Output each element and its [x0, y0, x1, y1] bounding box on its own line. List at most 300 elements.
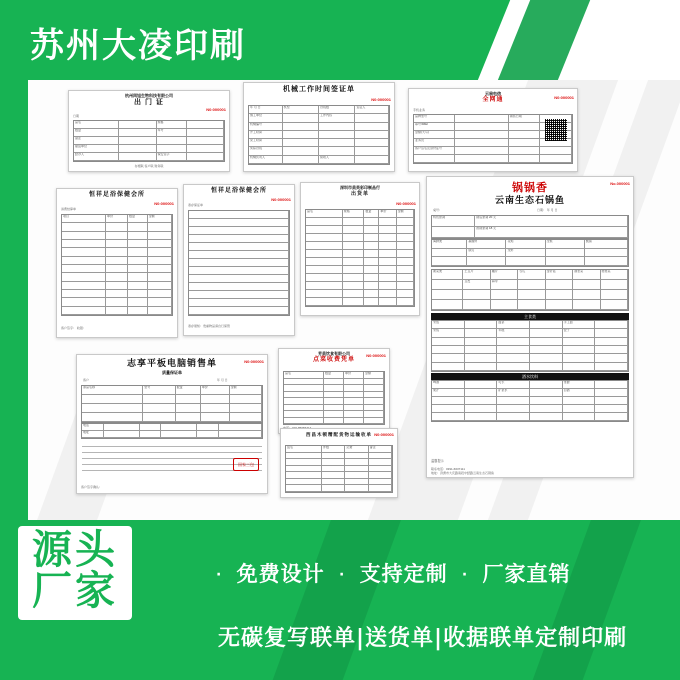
cell	[106, 307, 128, 315]
cell	[601, 280, 628, 290]
cell	[106, 298, 128, 306]
cell: 娃娃菜	[601, 270, 628, 280]
cell: 销售日期	[509, 115, 541, 123]
cell	[518, 280, 545, 290]
cell	[128, 265, 148, 273]
cell	[540, 155, 572, 163]
cell	[344, 418, 364, 425]
cell	[364, 250, 379, 258]
cell	[128, 240, 148, 248]
cell: 地址	[82, 431, 104, 438]
cell: 素菜类	[432, 270, 463, 280]
cell	[148, 282, 172, 290]
menu-section-veg	[431, 269, 629, 311]
cell	[465, 397, 498, 405]
cell: 备注	[369, 446, 392, 453]
cell	[306, 274, 343, 282]
cell: 商品名称	[82, 386, 143, 395]
cell	[128, 290, 148, 298]
cell	[119, 129, 157, 137]
cell	[187, 137, 225, 145]
doc-serial: N0:000001	[396, 201, 416, 206]
cell	[595, 346, 628, 354]
cell	[230, 413, 262, 422]
cell	[143, 404, 175, 413]
cell	[530, 329, 563, 337]
cell	[219, 431, 262, 438]
cell	[573, 300, 600, 310]
doc-header	[184, 185, 294, 196]
bullet-icon: ·	[461, 567, 469, 583]
brand-title: 苏州大凌印刷	[30, 26, 246, 66]
cell	[319, 123, 355, 131]
cell	[322, 479, 345, 486]
cell	[283, 123, 319, 131]
cell	[128, 307, 148, 315]
cell	[509, 131, 541, 139]
doc-company: 深圳市美英彩印制品行	[340, 185, 380, 190]
doc-machine-worktime[interactable]	[243, 82, 395, 172]
cell: 串号/IMEI	[414, 123, 455, 131]
cell	[283, 156, 319, 164]
cell	[379, 290, 396, 298]
doc-header	[427, 177, 633, 207]
cell	[345, 485, 368, 492]
qr-code-icon	[545, 119, 567, 141]
cell	[197, 431, 219, 438]
cell	[465, 381, 498, 389]
doc-fangmei-caipiao[interactable]	[278, 348, 390, 434]
cell: 果汁	[432, 389, 465, 397]
menu-section-combo	[431, 215, 629, 239]
cell: 签证人	[355, 106, 389, 114]
cell: 电话	[82, 424, 104, 431]
cell: 香锅套餐 18 元	[475, 227, 628, 238]
cell	[189, 227, 289, 235]
cell	[286, 479, 322, 486]
cell	[573, 280, 600, 290]
cell	[62, 307, 106, 315]
doc-title: 出 门 证	[134, 99, 164, 106]
doc-title: 出货单	[350, 191, 369, 197]
cell	[601, 300, 628, 310]
cell	[563, 413, 596, 421]
cell: 台班数	[319, 106, 355, 114]
cell: 金额(大写)	[414, 131, 455, 139]
cell	[306, 234, 343, 242]
warranty-badge: 国家三包	[233, 458, 259, 471]
cell	[189, 283, 289, 291]
doc-serial: N0:000001	[271, 197, 291, 202]
cell	[82, 413, 143, 422]
cell	[364, 226, 379, 234]
cell	[219, 424, 262, 431]
cell	[187, 121, 225, 129]
cell	[343, 258, 365, 266]
cell	[432, 346, 465, 354]
doc-serial: N0:000001	[206, 107, 226, 112]
cell	[432, 338, 465, 346]
cell	[397, 266, 414, 274]
cell	[148, 257, 172, 265]
cell	[62, 257, 106, 265]
cell	[189, 259, 289, 267]
cell	[106, 290, 128, 298]
doc-serial: No.000001	[610, 181, 630, 186]
cell	[283, 131, 319, 139]
cell	[189, 299, 289, 307]
doc-shenzhen-chuhuodan[interactable]	[300, 182, 420, 316]
cell	[518, 290, 545, 300]
cell	[343, 218, 365, 226]
cell: 面条	[497, 321, 530, 329]
cell	[546, 249, 585, 258]
doc-header	[301, 183, 419, 197]
doc-serial: N0:000001	[371, 97, 391, 102]
cell	[595, 329, 628, 337]
cell: 规格	[157, 121, 187, 129]
doc-footer: 寄存须知：贵重物品请自行保管	[188, 324, 231, 329]
doc-guoguoxiang-menu[interactable]	[426, 176, 634, 478]
cell	[455, 147, 509, 155]
doc-grid-contact	[81, 423, 263, 439]
doc-title: 机械工作时间签证单	[283, 86, 355, 93]
cell	[62, 265, 106, 273]
cell: 藕片	[491, 270, 518, 280]
cell: 饺子	[563, 329, 596, 337]
cell	[563, 405, 596, 413]
cell: 品名	[284, 372, 324, 379]
cell	[189, 243, 289, 251]
cell	[463, 290, 490, 300]
cell: 实际台班	[249, 147, 283, 155]
cell	[397, 298, 414, 306]
doc-grid	[73, 120, 225, 162]
cell	[463, 300, 490, 310]
cell	[355, 139, 389, 147]
cell	[432, 363, 465, 371]
cell	[364, 234, 379, 242]
doc-zhixiang-tablet[interactable]	[76, 354, 268, 494]
doc-title: 西昌木顿精配货物运输收单	[306, 432, 372, 437]
cell	[62, 232, 106, 240]
cell	[563, 363, 596, 371]
source-factory-badge	[18, 526, 132, 620]
bottom-diagonal-2	[518, 520, 652, 680]
cell	[128, 248, 148, 256]
cell	[397, 258, 414, 266]
cell	[189, 251, 289, 259]
doc-footer: 存根联 客户联 财务联	[134, 164, 164, 169]
cell	[595, 363, 628, 371]
cell	[467, 257, 506, 266]
feature-item-1: 支持定制	[359, 562, 448, 586]
cell	[343, 266, 365, 274]
cell: 验收人	[319, 156, 355, 164]
cell	[364, 298, 379, 306]
cell	[176, 413, 201, 422]
cell	[497, 413, 530, 421]
cell	[82, 395, 143, 404]
cell	[432, 413, 465, 421]
cell	[364, 282, 379, 290]
cell	[509, 123, 541, 131]
cell	[148, 248, 172, 256]
menu-table-no: 桌号：	[433, 208, 443, 212]
cell	[157, 145, 187, 153]
cell	[601, 290, 628, 300]
cell	[455, 139, 509, 147]
doc-chumenzheng[interactable]	[68, 90, 230, 172]
cell	[455, 115, 509, 123]
cell	[189, 267, 289, 275]
cell	[283, 114, 319, 122]
cell	[432, 249, 467, 258]
cell	[497, 397, 530, 405]
cell	[397, 242, 414, 250]
cell	[143, 413, 175, 422]
cell: 生蚝	[546, 240, 585, 249]
doc-hengxiang-settlement[interactable]	[56, 188, 178, 338]
doc-company: 芳美饮食有限公司	[318, 351, 350, 356]
cell	[345, 466, 368, 473]
cell	[563, 338, 596, 346]
cell	[379, 298, 396, 306]
cell	[201, 404, 230, 413]
menu-section-staple-header: 主食类	[431, 313, 629, 320]
cell	[379, 242, 396, 250]
field-date: 年 月 日	[217, 378, 228, 382]
cell	[319, 131, 355, 139]
doc-xichang-logistics[interactable]	[280, 428, 398, 498]
cell	[148, 232, 172, 240]
cell	[189, 291, 289, 299]
cell	[306, 298, 343, 306]
cell	[432, 227, 475, 238]
doc-grid	[285, 445, 393, 493]
cell: 施工单位	[249, 114, 283, 122]
menu-brand: 锅锅香	[512, 181, 548, 194]
cell	[286, 453, 322, 460]
cell	[128, 298, 148, 306]
cell: 车号	[157, 129, 187, 137]
feature-item-2: 厂家直销	[482, 562, 571, 586]
cell	[176, 404, 201, 413]
cell	[148, 223, 172, 231]
cell	[432, 280, 463, 290]
cell	[189, 275, 289, 283]
cell	[82, 404, 143, 413]
poster-tagline: 无碳复写联单|送货单|收据联单定制印刷	[218, 626, 628, 651]
cell	[530, 397, 563, 405]
doc-quanwangtong[interactable]	[408, 88, 578, 172]
cell	[119, 145, 157, 153]
cell: 客户签名及身份证号	[414, 147, 455, 155]
cell	[343, 290, 365, 298]
cell	[491, 300, 518, 310]
cell: 机械负责人	[249, 156, 283, 164]
cell	[104, 424, 140, 431]
cell	[530, 389, 563, 397]
cell	[432, 300, 463, 310]
cell	[506, 257, 545, 266]
doc-subtitle: 寄存保证单	[188, 203, 204, 207]
cell	[106, 257, 128, 265]
cell	[595, 405, 628, 413]
cell: 数量	[74, 129, 119, 137]
cell	[465, 346, 498, 354]
cell	[345, 453, 368, 460]
cell	[414, 155, 455, 163]
cell: 锅底套餐 20 元	[475, 216, 628, 227]
cell: 白酒	[563, 389, 596, 397]
cell: 数量	[364, 210, 379, 218]
menu-section-staple	[431, 320, 629, 372]
cell	[497, 405, 530, 413]
cell	[530, 354, 563, 362]
cell: 年 月 日	[249, 106, 283, 114]
cell	[397, 226, 414, 234]
cell: 单价	[201, 386, 230, 395]
menu-subtitle: 云南生态石锅鱼	[494, 195, 565, 206]
cell	[128, 232, 148, 240]
cell	[283, 139, 319, 147]
doc-grid	[188, 210, 290, 316]
cell	[364, 218, 379, 226]
cell	[369, 453, 392, 460]
cell	[148, 240, 172, 248]
cell	[148, 290, 172, 298]
cell	[355, 114, 389, 122]
cell	[62, 248, 106, 256]
cell	[465, 389, 498, 397]
cell	[530, 405, 563, 413]
cell	[283, 147, 319, 155]
cell	[563, 346, 596, 354]
cell	[530, 338, 563, 346]
cell	[364, 266, 379, 274]
cell	[106, 240, 128, 248]
menu-section-seafood	[431, 239, 629, 267]
cell	[546, 280, 573, 290]
cell	[284, 418, 324, 425]
cell: 数量	[128, 215, 148, 223]
cell: 保安签字	[157, 153, 187, 161]
cell: 油麦菜	[573, 270, 600, 280]
cell: 运费	[345, 446, 368, 453]
cell	[187, 153, 225, 161]
cell	[176, 395, 201, 404]
cell	[322, 485, 345, 492]
cell	[397, 274, 414, 282]
cell	[397, 250, 414, 258]
cell	[491, 290, 518, 300]
doc-serial: N0:000001	[374, 432, 394, 437]
cell: 数量	[324, 372, 344, 379]
cell	[509, 147, 541, 155]
cell: 手工面	[563, 321, 596, 329]
cell	[546, 290, 573, 300]
cell	[432, 354, 465, 362]
cell	[189, 211, 289, 219]
cell	[306, 282, 343, 290]
cell: 金针菇	[546, 270, 573, 280]
doc-title: 志享平板电脑销售单	[126, 358, 217, 368]
cell: 龙虾	[506, 249, 545, 258]
cell	[355, 147, 389, 155]
cell	[322, 466, 345, 473]
doc-footer: 客户签字确认：	[81, 485, 103, 490]
cell	[201, 413, 230, 422]
cell: 花蛤	[506, 240, 545, 249]
cell	[306, 218, 343, 226]
cell	[286, 466, 322, 473]
cell	[343, 274, 365, 282]
cell	[432, 397, 465, 405]
cell: 品牌型号	[414, 115, 455, 123]
cell	[355, 123, 389, 131]
cell: 基围虾	[467, 240, 506, 249]
cell	[343, 234, 365, 242]
doc-title: 恒祥足浴保健会所	[210, 188, 267, 194]
cell	[379, 250, 396, 258]
menu-section-drinks	[431, 380, 629, 422]
cell	[509, 155, 541, 163]
doc-header	[77, 355, 267, 375]
cell	[379, 266, 396, 274]
cell	[161, 431, 197, 438]
doc-grid	[283, 371, 385, 425]
cell	[595, 381, 628, 389]
cell	[62, 298, 106, 306]
cell	[497, 354, 530, 362]
cell	[106, 248, 128, 256]
doc-subtitle: 质量保证单	[162, 370, 182, 376]
cell: 数量	[176, 386, 201, 395]
cell	[128, 223, 148, 231]
cell	[497, 363, 530, 371]
menu-section-drinks-header: 酒水饮料	[431, 373, 629, 380]
cell	[595, 413, 628, 421]
cell	[189, 235, 289, 243]
cell	[530, 413, 563, 421]
cell: 项目	[62, 215, 106, 223]
cell	[540, 147, 572, 155]
cell: 特色套餐	[432, 216, 475, 227]
doc-grid	[248, 105, 390, 165]
cell	[465, 329, 498, 337]
cell	[397, 282, 414, 290]
cell	[322, 453, 345, 460]
doc-grid	[305, 209, 415, 307]
doc-hengxiang-deposit[interactable]	[183, 184, 295, 336]
cell: 米饭	[432, 321, 465, 329]
cell: 货名	[286, 446, 322, 453]
cell	[106, 265, 128, 273]
cell: 海带	[491, 280, 518, 290]
feature-item-0: 免费设计	[236, 562, 325, 586]
cell	[585, 257, 628, 266]
cell	[455, 155, 509, 163]
cell	[306, 250, 343, 258]
menu-notice-title: 温馨提示	[431, 459, 444, 463]
doc-serial: N0:000001	[554, 95, 574, 100]
cell	[595, 354, 628, 362]
cell	[286, 485, 322, 492]
cell	[230, 395, 262, 404]
cell	[140, 424, 162, 431]
cell	[62, 273, 106, 281]
